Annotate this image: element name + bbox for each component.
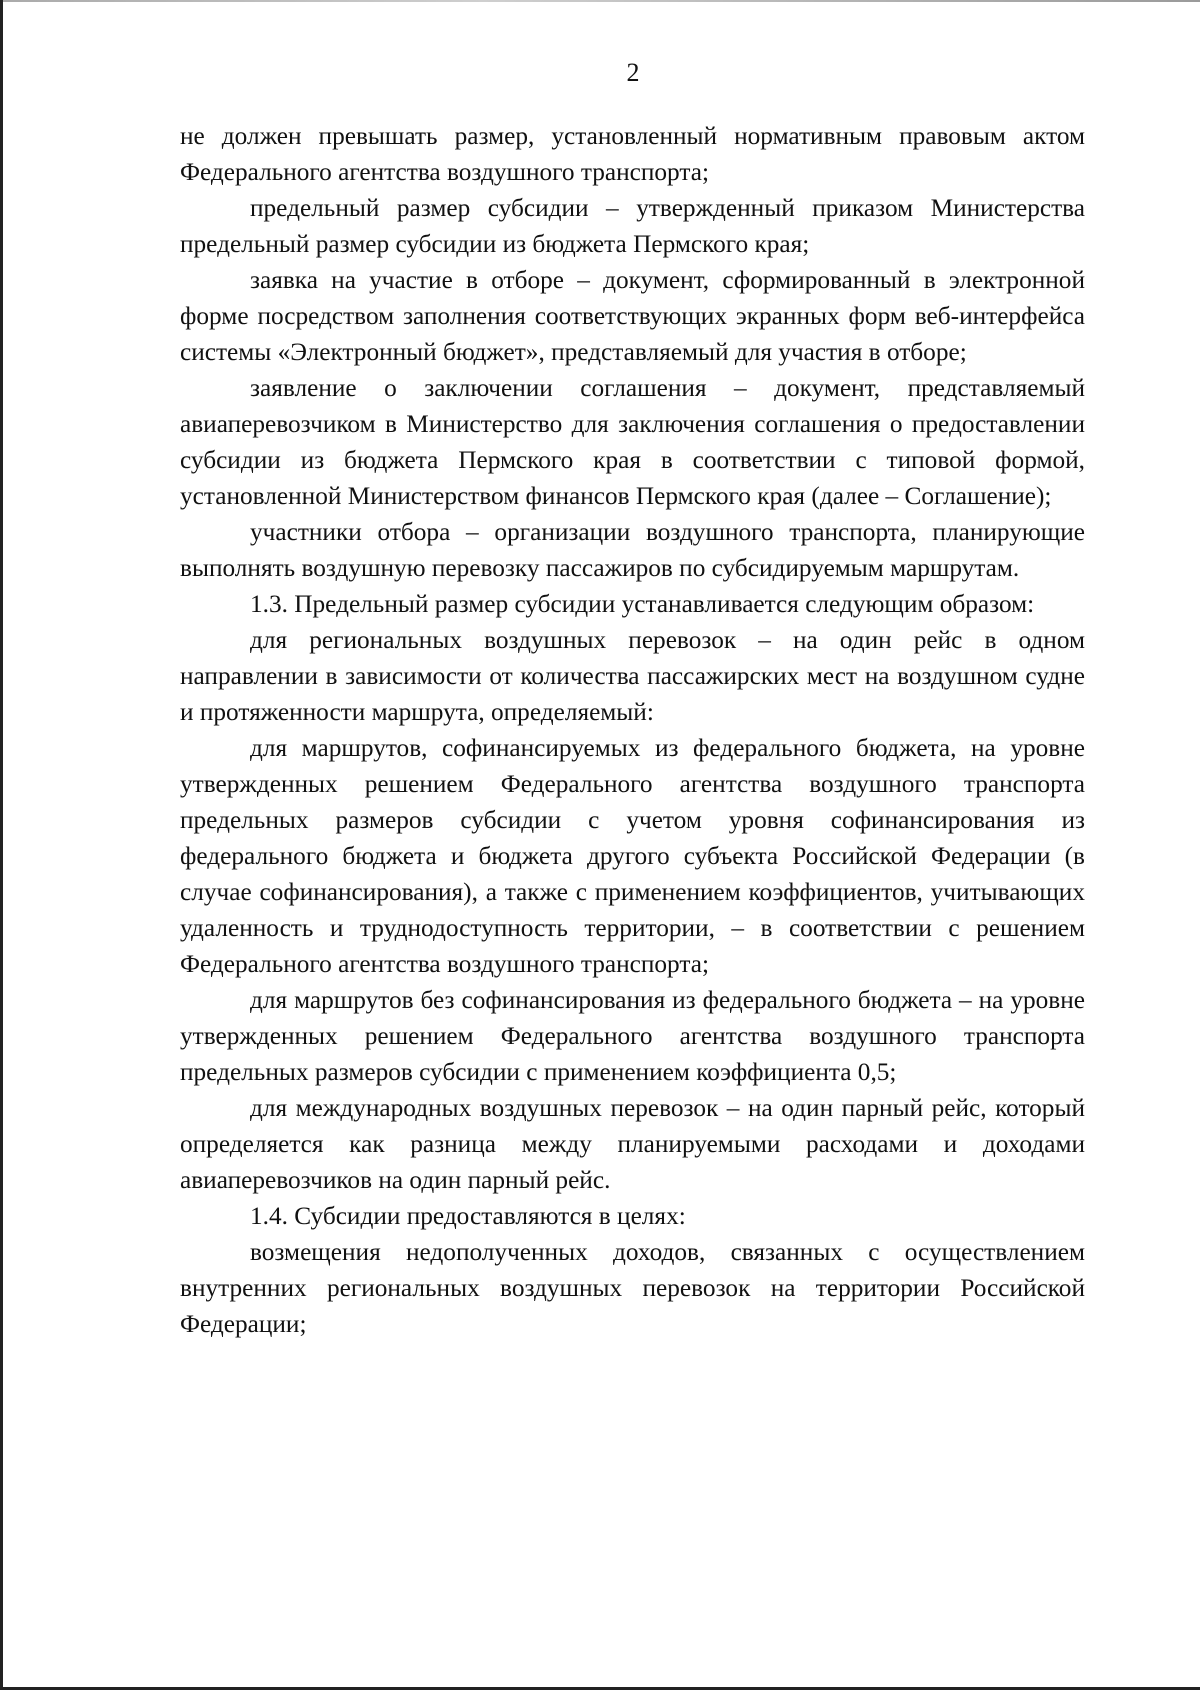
- paragraph-7: для региональных воздушных перевозок – на один рейс в одном направлении в зависимости от количества пассажирских мест на воздушном судне и протяженности маршрута, определяемый:: [180, 626, 1085, 726]
- paragraph-4: заявление о заключении соглашения – документ, представляемый авиаперевозчиком в Министерство для заключения соглашения о предоставлении субсидии из бюджета Пермского края в соответствии с типовой формой, установленной Министерством финансов Пермского края (далее – Соглашение);: [180, 374, 1085, 510]
- paragraph-10: для международных воздушных перевозок – на один парный рейс, который определяется как разница между планируемыми расходами и доходами авиаперевозчиков на один парный рейс.: [180, 1094, 1085, 1194]
- paragraph-5: участники отбора – организации воздушного транспорта, планирующие выполнять воздушную перевозку пассажиров по субсидируемым маршрутам.: [180, 518, 1085, 582]
- paragraph-12: возмещения недополученных доходов, связанных с осуществлением внутренних региональных воздушных перевозок на территории Российской Федерации;: [180, 1238, 1085, 1338]
- page-number: 2: [626, 58, 640, 87]
- document-body: [180, 118, 1085, 1342]
- paragraph-11: 1.4. Субсидии предоставляются в целях:: [250, 1202, 686, 1230]
- paragraph-1: не должен превышать размер, установленный нормативным правовым актом Федерального агентства воздушного транспорта;: [180, 122, 1085, 186]
- paragraph-9: для маршрутов без софинансирования из федерального бюджета – на уровне утвержденных решением Федерального агентства воздушного транспорта предельных размеров субсидии с применением коэффициента 0,5;: [180, 986, 1085, 1086]
- paragraph-8: для маршрутов, софинансируемых из федерального бюджета, на уровне утвержденных решением Федерального агентства воздушного транспорта предельных размеров субсидии с учетом уровня софинансирования из федерального бюджета и бюджета другого субъекта Российской Федерации (в случае софинансирования), а также с применением коэффициентов, учитывающих удаленность и труднодоступность территории, – в соответствии с решением Федерального агентства воздушного транспорта;: [180, 734, 1085, 978]
- paragraph-6: 1.3. Предельный размер субсидии устанавливается следующим образом:: [250, 590, 1035, 618]
- paragraph-3: заявка на участие в отборе – документ, сформированный в электронной форме посредством заполнения соответствующих экранных форм веб-интерфейса системы «Электронный бюджет», представляемый для участия в отборе;: [180, 266, 1085, 366]
- scan-top-edge: [3, 0, 1200, 2]
- paragraph-2: предельный размер субсидии – утвержденный приказом Министерства предельный размер субсидии из бюджета Пермского края;: [180, 194, 1085, 258]
